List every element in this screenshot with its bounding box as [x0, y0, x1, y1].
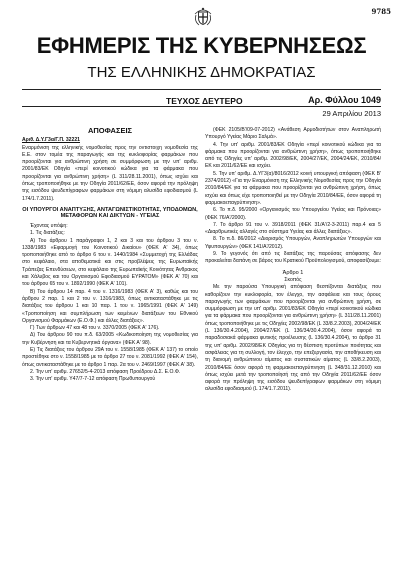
series-label: ΤΕΥΧΟΣ ΔΕΥΤΕΡΟ — [166, 96, 243, 106]
list-item: 9. Το γεγονός ότι από τις διατάξεις της παρούσας απόφασης δεν προκαλείται δαπάνη σε βάρος του Κρατικού Προϋπολογισμού, αποφασίζουμε: — [205, 251, 381, 265]
section-heading: ΑΠΟΦΑΣΕΙΣ — [87, 126, 133, 135]
list-item: 6. Το π.δ. 95/2000 «Οργανισμός του Υπουργείου Υγείας και Πρόνοιας» (ΦΕΚ 76/Α'/2000). — [205, 207, 381, 221]
masthead-title: ΕΦΗΜΕΡΙΣ ΤΗΣ ΚΥΒΕΡΝΗΣΕΩΣ — [36, 33, 367, 58]
list-item: Γ) Των άρθρων 47 και 48 του ν. 3370/2005 (ΦΕΚ Α' 176). — [30, 325, 160, 332]
issue-number: Αρ. Φύλλου 1049 — [308, 95, 381, 105]
list-item: 7. Το άρθρο 91 του ν. 3918/2011 (ΦΕΚ 31/Α'/2-3-2011) παρ.4 και 5 «Διαρθρωτικές αλλαγές στο σύστημα Υγείας και άλλες διατάξεις». — [205, 221, 381, 236]
provisions-label: 1. Τις διατάξεις: — [30, 230, 65, 237]
ministers-heading: ΟΙ ΥΠΟΥΡΓΟΙ ΑΝΑΠΤΥΞΗΣ, ΑΝΤΑΓΩΝΙΣΤΙΚΟΤΗΤΑΣ, ΥΠΟΔΟΜΩΝ, ΜΕΤΑΦΟΡΩΝ ΚΑΙ ΔΙΚΤΥΩΝ - ΥΓΕΙΑΣ — [22, 206, 198, 220]
list-item: 2. Την υπ' αριθμ. 27652/5-4-2013 απόφαση Προέδρου Δ.Σ. Ε.Ο.Φ. — [30, 368, 181, 375]
list-item: 4. Την υπ' αριθμ. 2001/83/ΕΚ Οδηγία «περί κοινοτικού κώδικα για τα φάρμακα που προορίζονται για ανθρώπινη χρήση», όπως τροποποιήθηκε από τις Οδηγίες υπ' αριθμ. 2002/98/ΕΚ, 2004/27/ΕΚ, 2004/24/ΕΚ, 2010/84/ΕΚ και 2011/62/ΕΕ και ισχύει. — [205, 141, 381, 170]
list-item: 8. Το π.δ. 86/2012 «Διορισμός Υπουργών, Αναπληρωτών Υπουργών και Υφυπουργών» (ΦΕΚ 141/Α'/2012). — [205, 236, 381, 250]
list-item: 3. Την υπ' αριθμ. Υ47/7-7-12 απόφαση Πρωθυπουργού — [30, 376, 156, 383]
list-item: Β) Του άρθρου 14 παρ. 4 του ν. 1316/1983 (ΦΕΚ Α' 3), καθώς και του άρθρου 2 παρ. 1 και 2 του ν. 1316/1983, όπως αντικαταστάθηκε με τις διατάξεις του άρθρου 1 και 10 παρ. 1 του ν. 1965/1991 (ΦΕΚ Α' 149) «Τροποποίηση και συμπλήρωση των κειμένων διατάξεων του Εθνικού Οργανισμού Φαρμάκων (Ε.Ο.Φ.) και άλλες διατάξεις». — [22, 288, 198, 324]
list-item: Ε) Τις διατάξεις του άρθρου 29Α του ν. 1558/1985 (ΦΕΚ Α' 137) το οποίο προστέθηκε στο ν. 1558/1985 με το άρθρο 27 του ν. 2081/1992 (ΦΕΚ Α' 154), όπως αντικαταστάθηκε με το άρθρο 1 παρ. 2α του ν. 2469/1997 (ΦΕΚ Α' 38). — [22, 347, 198, 368]
greek-coat-of-arms-icon — [192, 6, 214, 28]
left-column — [22, 127, 198, 384]
article-title: Άρθρο 1 — [282, 269, 304, 276]
list-item: Δ) Του άρθρου 90 του π.δ. 63/2005 «Κωδικοποίηση της νομοθεσίας για την Κυβέρνηση και τα Κυβερνητικά όργανα» (ΦΕΚ Α' 98). — [22, 332, 198, 346]
page-number: 9785 — [371, 7, 391, 16]
article-subtitle: Σκοπός — [284, 276, 302, 283]
article-body: Με την παρούσα Υπουργική απόφαση θεσπίζονται διατάξεις που καθορίζουν την κυκλοφορία, τον έλεγχο, την ασφάλεια και τους όρους παραγωγής των φαρμάκων που προορίζονται για ανθρώπινη χρήση, σε συμμόρφωση με την υπ' αριθμ. 2001/83/ΕΚ Οδηγία «περί κοινοτικού κώδικα για τα φάρμακα που προορίζονται για ανθρώπινη χρήση» (L 311/28.11.2001) όπως τροποποιήθηκε με τις Οδηγίες 2002/98/ΕΚ (L 33/8.2.2003), 2004/24/ΕΚ (L 136/30.4.2004), 2004/27/ΕΚ (L 136/34/30.4.2004), όσον αφορά τα παραδοσιακά φάρμακα φυτικής προέλευσης (L 136/30.4.2004), το άρθρο 31 της υπ' αριθμ. 2002/98/ΕΚ Οδηγίας για τη θέσπιση προτύπων ποιότητας και ασφάλειας για τη συλλογή, τον έλεγχο, την επεξεργασία, την αποθήκευση και τη διανομή ανθρώπινου αίματος και συστατικών αίματος (L 33/8.2.2003), 2010/84/ΕΕ όσον αφορά τη φαρμακοεπαγρύπνηση (L 348/31.12.2010) και όπως ισχύει μετά την τροποποίησή της από την Οδηγία 2011/62/ΕΕ όσον αφορά την πρόληψη της εισόδου ψευδεπίγραφων φαρμάκων στη νόμιμη αλυσίδα εφοδιασμού (L 174/1.7.2011). — [205, 284, 381, 393]
masthead-rule-bottom — [22, 106, 381, 107]
masthead-rule-top — [22, 89, 381, 90]
decision-reference: Αριθ. Δ.Υ.Γ3α/Γ.Π. 32221 — [22, 137, 80, 144]
decision-intro: Εναρμόνιση της ελληνικής νομοθεσίας προς την οντιστοιχη νομοθεσία της Ε.Ε. στον τομέα της παραγωγής και της κυκλοφορίας φαρμάκων που προορίζονται για ανθρώπινη χρήση σε συμμόρφωση με την υπ' αριθμ. 2001/83/ΕΚ Οδηγία «περί κοινοτικού κώδικα για τα φάρμακα που προορίζονται για ανθρώπινη χρήση» (L 311/28.11.2001), όπως ισχύει και όπως τροποποιήθηκε με την Οδηγία 2011/62/ΕΕ, όσον αφορά την πρόληψη της εισόδου ψευδεπίγραφων φαρμάκων στη νόμιμη αλυσίδα εφοδιασμού (L 174/1.7.2011). — [22, 144, 198, 202]
masthead-subtitle: ΤΗΣ ΕΛΛΗΝΙΚΗΣ ΔΗΜΟΚΡΑΤΙΑΣ — [87, 64, 316, 81]
list-item: (ΦΕΚ 2105/Β'/09-07-2012) «Ανάθεση Αρμοδιοτήτων στον Αναπληρωτή Υπουργό Υγείας Μάριο Σαλμά». — [205, 127, 381, 141]
issue-date: 29 Απριλίου 2013 — [322, 109, 381, 118]
list-item: 5. Την υπ' αριθμ. Δ.ΥΓ3(α)/8016/2012 κοινή υπουργική απόφαση (ΦΕΚ Β' 2374/2012) «Για την Εναρμόνιση της Ελληνικής Νομοθεσίας προς την Οδηγία 2010/84/ΕΚ για τα φάρμακα που προορίζονται για ανθρώπινη χρήση, όπως ισχύει και όπως είχε τροποποιηθεί με την Οδηγία 2010/84/ΕΕ, όσον αφορά τη φαρμακοεπαγρύπνηση». — [205, 170, 381, 206]
right-column — [205, 127, 381, 394]
list-item: Α) Του άρθρου 1 παράγραφοι 1, 2 και 3 και του άρθρου 3 του ν. 1338/1983 «Εφαρμογή του Κοινοτικού Δικαίου» (ΦΕΚ Α' 34), όπως τροποποιήθηκε από το άρθρο 6 του ν. 1440/1984 «Συμμετοχή της Ελλάδας στο κεφάλαιο, στα αποθεματικά και στις προβλέψεις της Ευρωπαϊκής Τράπεζας Επενδύσεων, στο κεφάλαιο της Ευρωπαϊκής Κοινότητας Άνθρακος και Χάλυβος και του Οργανισμού Εφοδιασμού ΕΥΡΑΤΟΜ» (ΦΕΚ Α' 70) και του άρθρου 65 του ν. 1892/1990 (ΦΕΚ Α' 101). — [22, 237, 198, 288]
having-regard: Έχοντας υπόψη: — [30, 222, 68, 229]
